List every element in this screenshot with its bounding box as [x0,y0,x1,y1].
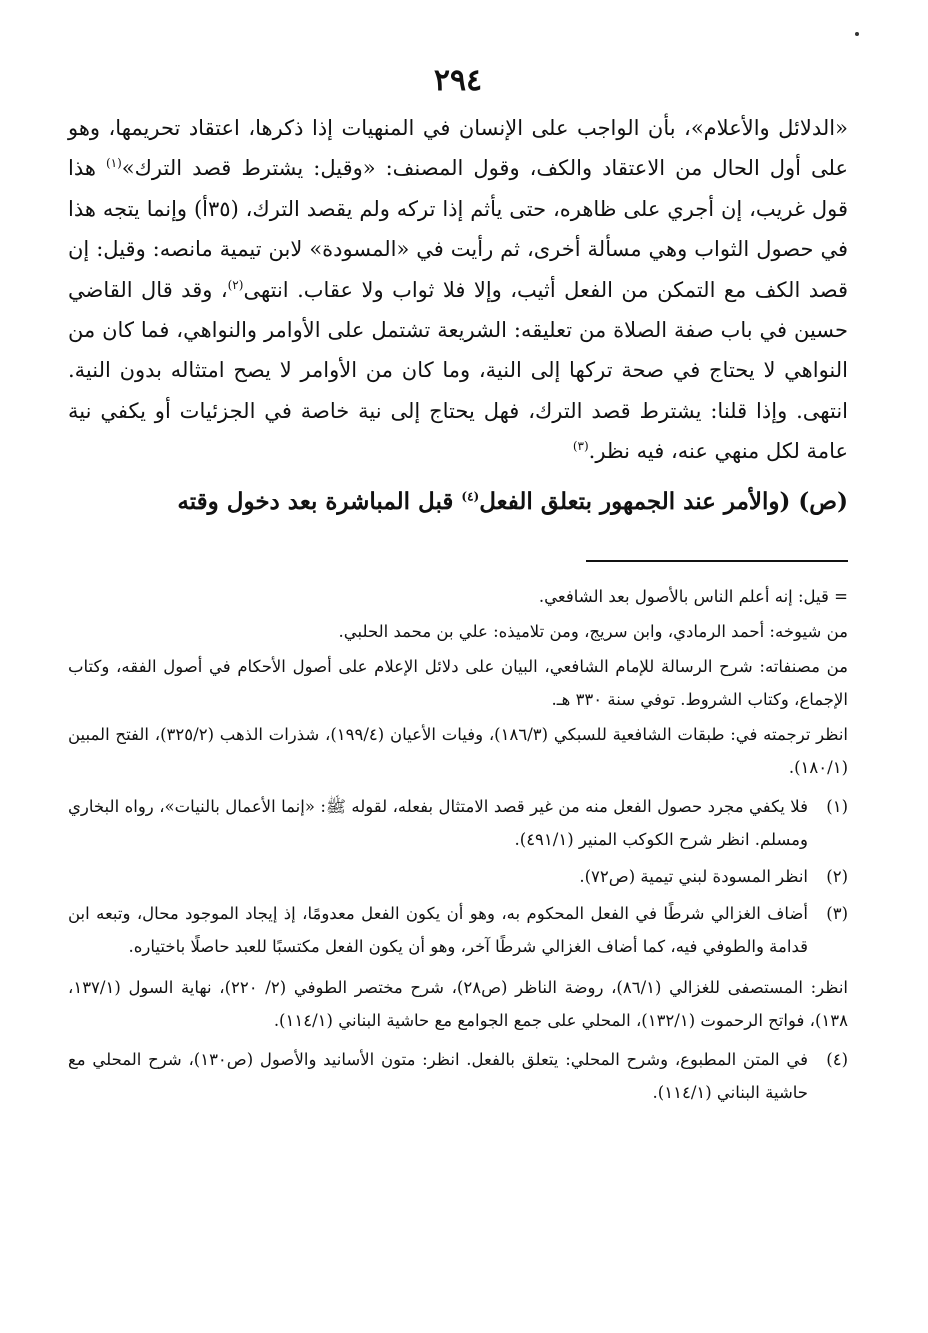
footnote-item [68,1043,848,1109]
section-heading-text: قبل المباشرة بعد دخول وقته [177,487,462,515]
footnote-marker[interactable]: (١) [105,156,122,171]
footnote-marker[interactable]: (٣) [572,439,589,454]
footnote-item [68,897,848,965]
footnote-body [68,897,808,965]
section-heading-text: (ص) (والأمر عند الجمهور بتعلق الفعل [479,487,848,515]
main-text-segment: هذا قول غريب، إن أجري على ظاهره، حتى يأثم إذا تركه ولم يقصد الترك، (٣٥أ) وإنما يتجه هذا في حصول الثواب وهي مسألة أخرى، ثم رأيت في «المسودة» لابن تيمية مانصه: وقيل: إن قصد الكف مع التمكن من الفعل أثيب، وإلا فلا ثواب ولا عقاب. انتهى [68,156,849,302]
footnote-body: فلا يكفي مجرد حصول الفعل منه من غير قصد الامتثال بفعله، لقوله ﷺ: «إنما الأعمال بالنيات»، رواه البخاري ومسلم. انظر شرح الكوكب المنير (٤٩١/١). [68,796,808,849]
footnote-number: (٣) [826,903,848,923]
footnote-number: (١) [826,796,848,816]
section-heading [68,480,848,524]
footnote-body: في المتن المطبوع، وشرح المحلي: يتعلق بالفعل. انظر: متون الأسانيد والأصول (ص١٣٠)، شرح المحلي مع حاشية البناني (١١٤/١). [68,1049,808,1102]
main-text [68,108,848,472]
document-page [68,62,848,1302]
footnote-references: انظر: المستصفى للغزالي (٨٦/١)، روضة الناظر (ص٢٨)، شرح مختصر الطوفي (٢/ ٢٢٠)، نهاية السول (١٣٧/١، ١٣٨)، فواتح الرحموت (١٣٢/١)، المحلي على جمع الجوامع مع حاشية البناني (١١٤/١). [68,977,848,1030]
footnote-item [68,860,848,893]
page-number: ٢٩٤ [433,63,483,98]
footnote-continuation: = قيل: إنه أعلم الناس بالأصول بعد الشافعي. [538,586,848,606]
footnote-continuation: من شيوخه: أحمد الرمادي، وابن سريج، ومن تلاميذه: علي بن محمد الحلبي. [338,621,848,641]
footnote-continuation: من مصنفاته: شرح الرسالة للإمام الشافعي، البيان على دلائل الإعلام على أصول الأحكام في أصول الفقه، وكتاب الإجماع، وكتاب الشروط. توفي سنة ٣٣٠ هـ. [68,656,848,709]
footnote-number: (٤) [826,1049,848,1069]
footnote-body: انظر المسودة لبني تيمية (ص٧٢). [579,866,808,886]
footnote-item [68,790,848,856]
footnote-marker[interactable]: (٤) [461,489,480,503]
page-corner-mark [855,32,859,36]
footnote-continuation: انظر ترجمته في: طبقات الشافعية للسبكي (١٨٦/٣)، وفيات الأعيان (١٩٩/٤)، شذرات الذهب (٣٢٥/٢)، الفتح المبين (١٨٠/١). [68,724,848,777]
main-text-segment: ، وقد قال القاضي حسين في باب صفة الصلاة من تعليقه: الشريعة تشتمل على الأوامر والنواهي، فما كان من النواهي لا يحتاج في صحة تركها إلى النية، وما كان من الأوامر لا يصح امتثاله بدون النية. انتهى. وإذا قلنا: يشترط قصد الترك، فهل يحتاج إلى نية خاصة في الجزئيات أو يكفي نية عامة لكل منهي عنه، فيه نظر. [68,277,848,464]
footnotes [68,580,848,1109]
main-text-segment: «الدلائل والأعلام»، بأن الواجب على الإنسان في المنهيات إذا ذكرها، اعتقاد تحريمها، وهو على أول الحال من الاعتقاد والكف، وقول المصنف: «وقيل: يشترط قصد الترك» [68,116,848,181]
footnote-separator [586,560,848,562]
footnote-paragraph: أضاف الغزالي شرطًا في الفعل المحكوم به، وهو أن يكون الفعل معدومًا، إذ إيجاد الموجود محال، وتبعه ابن قدامة والطوفي فيه، كما أضاف الغزالي شرطًا آخر، وهو أن يكون الفعل مكتسبًا للعبد حاصلًا باختياره. [68,903,808,956]
footnote-marker[interactable]: (٢) [227,277,244,292]
footnote-number: (٢) [826,866,848,886]
